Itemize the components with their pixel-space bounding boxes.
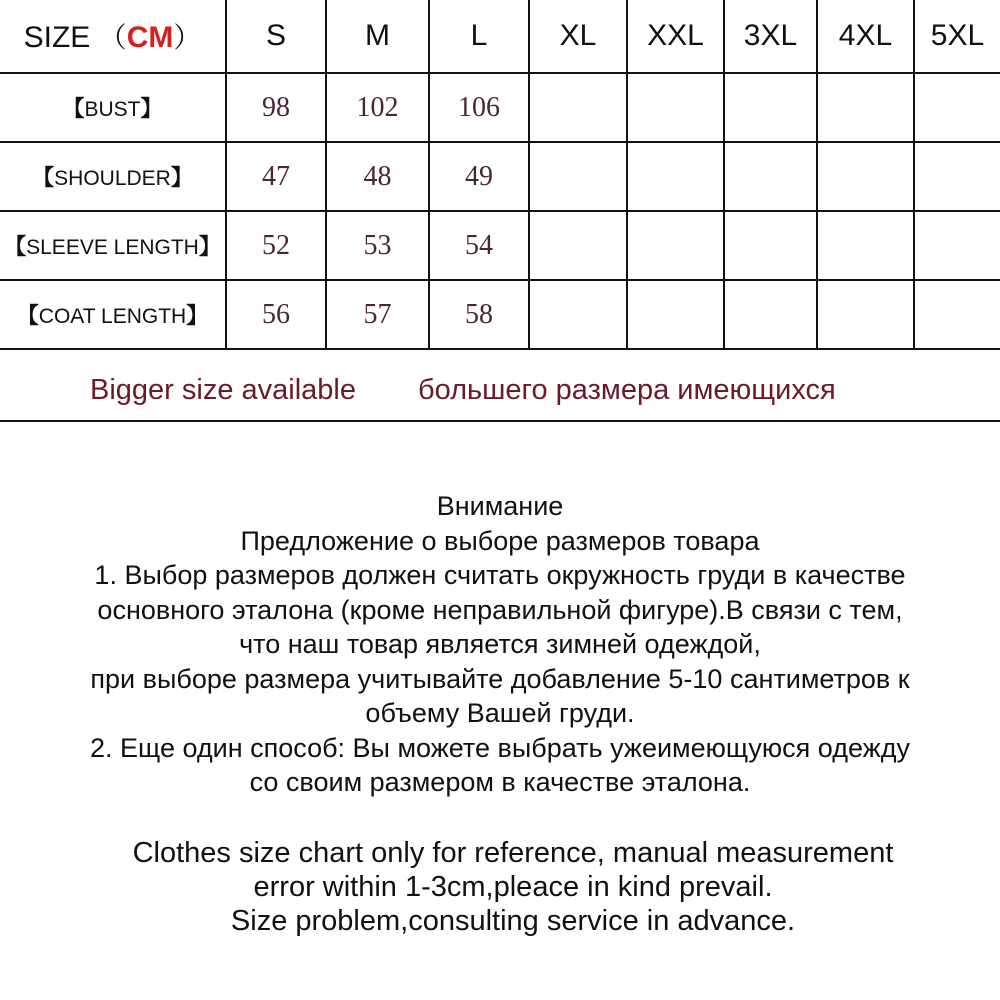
bigger-size-note-english: Bigger size available — [90, 374, 356, 406]
table-cell — [914, 211, 1000, 280]
table-cell — [529, 280, 627, 349]
disclaimer-line: Size problem,consulting service in advance. — [230, 905, 796, 937]
size-col-xl: XL — [529, 0, 627, 73]
bigger-size-note-russian: большего размера имеющихся — [418, 374, 836, 406]
table-cell — [529, 211, 627, 280]
table-cell: 52 — [226, 211, 326, 280]
table-cell — [529, 73, 627, 142]
row-label-text: COAT LENGTH — [38, 305, 187, 328]
bracket-open: 【 — [16, 303, 39, 328]
table-cell: 58 — [429, 280, 529, 349]
size-chart-table — [0, 0, 1000, 350]
row-label-bust — [0, 73, 226, 142]
bracket-close: 】 — [170, 165, 193, 190]
size-col-5xl: 5XL — [914, 0, 1000, 73]
table-cell — [724, 73, 817, 142]
size-col-l: L — [429, 0, 529, 73]
table-row-bust — [0, 73, 1000, 142]
table-cell — [627, 142, 724, 211]
notice-subheading: Предложение о выборе размеров товара — [240, 525, 760, 556]
table-cell: 106 — [429, 73, 529, 142]
table-cell — [724, 142, 817, 211]
size-col-s: S — [226, 0, 326, 73]
notice-line: 1. Выбор размеров должен считать окружность груди в качестве — [94, 560, 906, 590]
notice-heading: Внимание — [436, 491, 564, 521]
table-cell — [914, 142, 1000, 211]
table-cell: 53 — [326, 211, 429, 280]
disclaimer-line: error within 1-3cm,pleace in kind prevail. — [253, 871, 773, 903]
table-cell: 54 — [429, 211, 529, 280]
table-cell — [529, 142, 627, 211]
bracket-open: 【 — [62, 96, 85, 121]
table-cell: 102 — [326, 73, 429, 142]
size-col-4xl: 4XL — [817, 0, 914, 73]
size-selection-notice — [0, 489, 1000, 800]
table-cell — [817, 73, 914, 142]
bigger-size-note — [0, 356, 1000, 422]
row-label-coat-length — [0, 280, 226, 349]
size-header-row — [0, 0, 1000, 73]
notice-line: 2. Еще один способ: Вы можете выбрать ужеимеющуюся одежду — [90, 732, 910, 763]
bracket-open: 【 — [32, 165, 55, 190]
bracket-open: 【 — [4, 234, 27, 259]
table-cell — [817, 142, 914, 211]
size-label: SIZE — [23, 21, 91, 54]
unit-label: CM — [126, 21, 174, 54]
unit-close-paren: ） — [173, 22, 202, 53]
table-cell — [724, 211, 817, 280]
table-cell: 57 — [326, 280, 429, 349]
table-cell — [817, 280, 914, 349]
notice-line: со своим размером в качестве эталона. — [249, 767, 751, 797]
table-cell — [627, 211, 724, 280]
size-col-m: M — [326, 0, 429, 73]
table-cell — [724, 280, 817, 349]
table-row-shoulder — [0, 142, 1000, 211]
table-cell: 47 — [226, 142, 326, 211]
size-col-xxl: XXL — [627, 0, 724, 73]
notice-line: при выборе размера учитывайте добавление 5-10 сантиметров к — [90, 663, 910, 694]
bracket-close: 】 — [140, 96, 163, 121]
table-cell — [914, 73, 1000, 142]
row-label-text: BUST — [84, 98, 141, 121]
notice-line: что наш товар является зимней одеждой, — [239, 629, 761, 659]
row-label-text: SLEEVE LENGTH — [26, 236, 199, 259]
table-row-sleeve-length — [0, 211, 1000, 280]
row-label-shoulder — [0, 142, 226, 211]
table-cell: 56 — [226, 280, 326, 349]
notice-line: основного эталона (кроме неправильной фигуре).В связи с тем, — [97, 594, 903, 625]
bracket-close: 】 — [186, 303, 209, 328]
table-cell: 48 — [326, 142, 429, 211]
unit-open-paren: （ — [98, 22, 127, 53]
row-label-text: SHOULDER — [54, 167, 171, 190]
notice-line: объему Вашей груди. — [365, 698, 635, 728]
table-cell — [914, 280, 1000, 349]
table-cell — [627, 280, 724, 349]
size-col-3xl: 3XL — [724, 0, 817, 73]
size-unit-header — [0, 0, 226, 73]
table-cell — [817, 211, 914, 280]
row-label-sleeve-length — [0, 211, 226, 280]
reference-disclaimer — [0, 836, 1000, 938]
table-cell: 98 — [226, 73, 326, 142]
bracket-close: 】 — [198, 234, 221, 259]
table-cell — [627, 73, 724, 142]
table-cell: 49 — [429, 142, 529, 211]
table-row-coat-length — [0, 280, 1000, 349]
disclaimer-line: Clothes size chart only for reference, manual measurement — [132, 837, 894, 869]
